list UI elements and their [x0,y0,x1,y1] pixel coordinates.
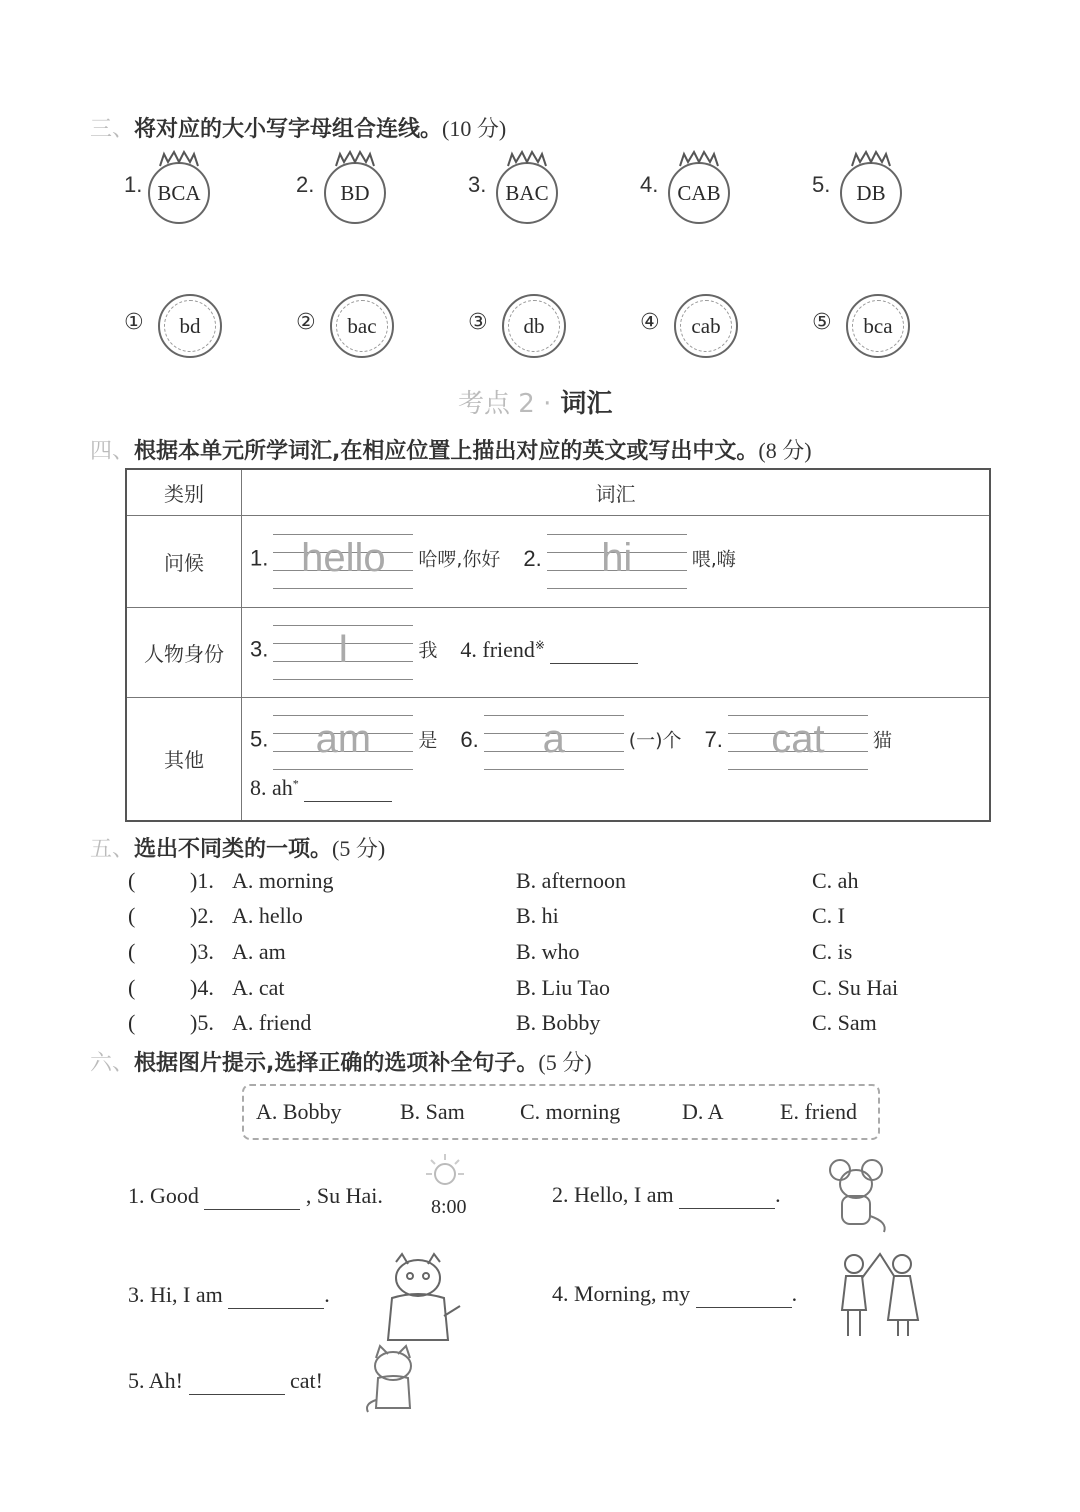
answer-blank-q5[interactable] [189,1368,285,1395]
deer-antler-icon [504,150,550,168]
row-greet: 问候 1. hello 哈啰,你好 2. hi 喂,嗨 [126,515,990,607]
lower-letter-circle-3[interactable]: db [502,294,566,358]
upper-letter-circle-3[interactable]: BAC [496,162,558,224]
section6-title: 六、根据图片提示,选择正确的选项补全句子。(5 分) [90,1050,592,1076]
fill-question-3: 3. Hi, I am . [128,1282,330,1307]
fill-question-5: 5. Ah! cat! [128,1368,323,1393]
answer-paren-5[interactable]: ( [128,1010,136,1035]
upper-letter-circle-4[interactable]: CAB [668,162,730,224]
trace-field-hi[interactable]: hi [547,530,687,592]
upper-letter-circle-1[interactable]: BCA [148,162,210,224]
upper-num-4: 4. [640,172,659,197]
kitten-icon [362,1344,424,1414]
deer-antler-icon [156,150,202,168]
choice-row-2: ( )2. A. hello B. hi C. I [128,903,845,928]
mouse-bobby-icon [818,1156,898,1234]
answer-paren-2[interactable]: ( [128,903,136,928]
trace-field-I[interactable]: I [273,621,413,683]
option-c: C. morning [520,1099,621,1124]
option-b: B. Sam [400,1099,465,1124]
upper-num-1: 1. [124,172,143,197]
answer-blank-friend[interactable] [550,640,638,664]
answer-blank-q4[interactable] [696,1281,792,1308]
option-d: D. A [682,1099,724,1124]
answer-blank-q2[interactable] [679,1182,775,1209]
section3-title: 三、将对应的大小写字母组合连线。(10 分) [90,116,507,142]
option-a: A. Bobby [256,1099,342,1124]
fill-question-1: 1. Good , Su Hai. [128,1183,383,1208]
upper-num-3: 3. [468,172,487,197]
category-identity: 人物身份 [126,607,242,697]
cat-sam-icon [372,1252,464,1346]
row-identity: 人物身份 3. I 我 4. friend※ [126,607,990,697]
vocab-table [125,468,991,822]
trace-field-am[interactable]: am [273,711,413,773]
upper-num-5: 5. [812,172,831,197]
option-e: E. friend [780,1099,857,1124]
lower-letter-circle-5[interactable]: bca [846,294,910,358]
choice-row-4: ( )4. A. cat B. Liu Tao C. Su Hai [128,975,899,1000]
answer-blank-q3[interactable] [228,1282,324,1309]
upper-num-2: 2. [296,172,315,197]
lower-letter-circle-4[interactable]: cab [674,294,738,358]
kaodian-heading: 考点 2 · 词汇 [458,389,613,419]
trace-field-a[interactable]: a [484,711,624,773]
deer-antler-icon [676,150,722,168]
answer-blank-q1[interactable] [204,1183,300,1210]
choice-row-3: ( )3. A. am B. who C. is [128,939,853,964]
lower-num-2: ② [296,310,316,335]
choice-row-5: ( )5. A. friend B. Bobby C. Sam [128,1010,877,1035]
answer-paren-1[interactable]: ( [128,868,136,893]
section5-title: 五、选出不同类的一项。(5 分) [90,836,386,862]
lower-letter-circle-1[interactable]: bd [158,294,222,358]
trace-field-hello[interactable]: hello [273,530,413,592]
lower-letter-circle-2[interactable]: bac [330,294,394,358]
upper-letter-circle-2[interactable]: BD [324,162,386,224]
category-other: 其他 [126,697,242,821]
answer-blank-ah[interactable] [304,778,392,802]
lower-num-3: ③ [468,310,488,335]
trace-field-cat[interactable]: cat [728,711,868,773]
time-label: 8:00 [431,1196,467,1218]
category-greet: 问候 [126,515,242,607]
lower-num-4: ④ [640,310,660,335]
lower-num-1: ① [124,310,144,335]
sun-icon [420,1152,470,1192]
answer-paren-3[interactable]: ( [128,939,136,964]
section4-title: 四、根据本单元所学词汇,在相应位置上描出对应的英文或写出中文。(8 分) [90,438,812,464]
fill-question-2: 2. Hello, I am . [552,1182,781,1207]
choice-row-1: ( )1. A. morning B. afternoon C. ah [128,868,859,893]
deer-antler-icon [848,150,894,168]
header-vocab: 词汇 [242,469,991,515]
fill-question-4: 4. Morning, my . [552,1281,798,1306]
header-category: 类别 [126,469,242,515]
deer-antler-icon [332,150,378,168]
row-other: 其他 5. am 是 6. a (一)个 7. cat 猫 8. ah* [126,697,990,821]
two-girls-friends-icon [832,1246,928,1342]
answer-paren-4[interactable]: ( [128,975,136,1000]
lower-num-5: ⑤ [812,310,832,335]
upper-letter-circle-5[interactable]: DB [840,162,902,224]
